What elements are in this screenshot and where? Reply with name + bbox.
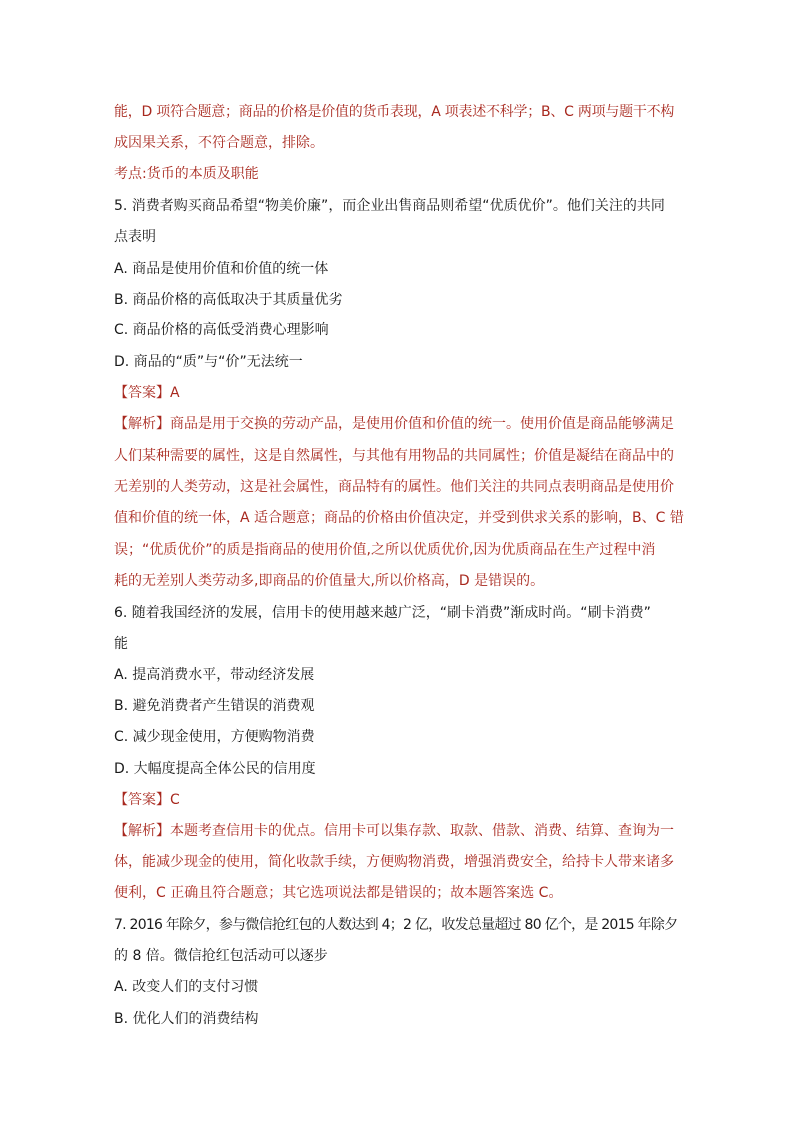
q5-analysis-line-3: 无差别的人类劳动，这是社会属性，商品特有的属性。他们关注的共同点表明商品是使用价 — [114, 479, 674, 495]
q7-option-b: B. 优化人们的消费结构 — [114, 1011, 259, 1027]
q6-answer-tag: 【答案】 — [114, 792, 170, 808]
q6-analysis-line-3: 便利，C 正确且符合题意；其它选项说法都是错误的；故本题答案选 C。 — [114, 885, 563, 901]
q6-option-d: D. 大幅度提高全体公民的信用度 — [114, 761, 316, 777]
q5-analysis-line-1 — [114, 414, 684, 434]
q5-answer — [114, 383, 684, 403]
q5-option-d: D. 商品的“质”与“价”无法统一 — [114, 354, 303, 370]
q5-analysis-line-4: 值和价值的统一体，A 适合题意；商品的价格由价值决定，并受到供求关系的影响，B、C 错 — [114, 510, 684, 526]
q5-answer-value: A — [170, 385, 180, 401]
q5-answer-tag: 【答案】 — [114, 385, 170, 401]
q5-analysis-text-1: 商品是用于交换的劳动产品，是使用价值和价值的统一。使用价值是商品能够满足 — [170, 416, 674, 432]
q7-stem-line-1: 7. 2016 年除夕，参与微信抢红包的人数达到 4；2 亿，收发总量超过 80 亿个，是 2015 年除夕 — [114, 917, 678, 933]
q5-option-a: A. 商品是使用价值和价值的统一体 — [114, 261, 329, 277]
q6-analysis-text-1: 本题考查信用卡的优点。信用卡可以集存款、取款、借款、消费、结算、查询为一 — [170, 823, 674, 839]
q5-stem-line-2: 点表明 — [114, 229, 156, 245]
q5-option-c: C. 商品价格的高低受消费心理影响 — [114, 322, 329, 338]
q5-analysis-tag: 【解析】 — [114, 416, 170, 432]
q7-option-a: A. 改变人们的支付习惯 — [114, 979, 259, 995]
q5-option-b: B. 商品价格的高低取决于其质量优劣 — [114, 292, 343, 308]
q5-stem-line-1: 5. 消费者购买商品希望“物美价廉”，而企业出售商品则希望“优质优价”。他们关注的共同 — [114, 198, 665, 214]
q6-option-b: B. 避免消费者产生错误的消费观 — [114, 698, 315, 714]
q6-answer — [114, 790, 684, 810]
q5-analysis-line-6: 耗的无差别人类劳动多,即商品的价值量大,所以价格高，D 是错误的。 — [114, 573, 545, 589]
q6-analysis-line-1 — [114, 821, 684, 841]
q6-answer-value: C — [170, 792, 180, 808]
prev-analysis-line-2: 成因果关系，不符合题意，排除。 — [114, 135, 324, 151]
q6-stem-line-1: 6. 随着我国经济的发展，信用卡的使用越来越广泛，“刷卡消费”渐成时尚。“刷卡消费” — [114, 605, 651, 621]
q5-analysis-line-5: 误；“优质优价”的质是指商品的使用价值,之所以优质优价,因为优质商品在生产过程中消 — [114, 542, 656, 558]
q6-stem-line-2: 能 — [114, 636, 128, 652]
q7-stem-line-2: 的 8 倍。微信抢红包活动可以逐步 — [114, 948, 328, 964]
kaodian-line: 考点:货币的本质及职能 — [114, 166, 259, 182]
q6-analysis-tag: 【解析】 — [114, 823, 170, 839]
q5-analysis-line-2: 人们某种需要的属性，这是自然属性，与其他有用物品的共同属性；价值是凝结在商品中的 — [114, 448, 674, 464]
q6-option-c: C. 减少现金使用，方便购物消费 — [114, 729, 315, 745]
q6-analysis-line-2: 体，能减少现金的使用，简化收款手续，方便购物消费，增强消费安全，给持卡人带来诸多 — [114, 854, 674, 870]
q6-option-a: A. 提高消费水平，带动经济发展 — [114, 667, 315, 683]
prev-analysis-line-1: 能，D 项符合题意；商品的价格是价值的货币表现，A 项表述不科学；B、C 两项与题干不构 — [114, 104, 675, 120]
